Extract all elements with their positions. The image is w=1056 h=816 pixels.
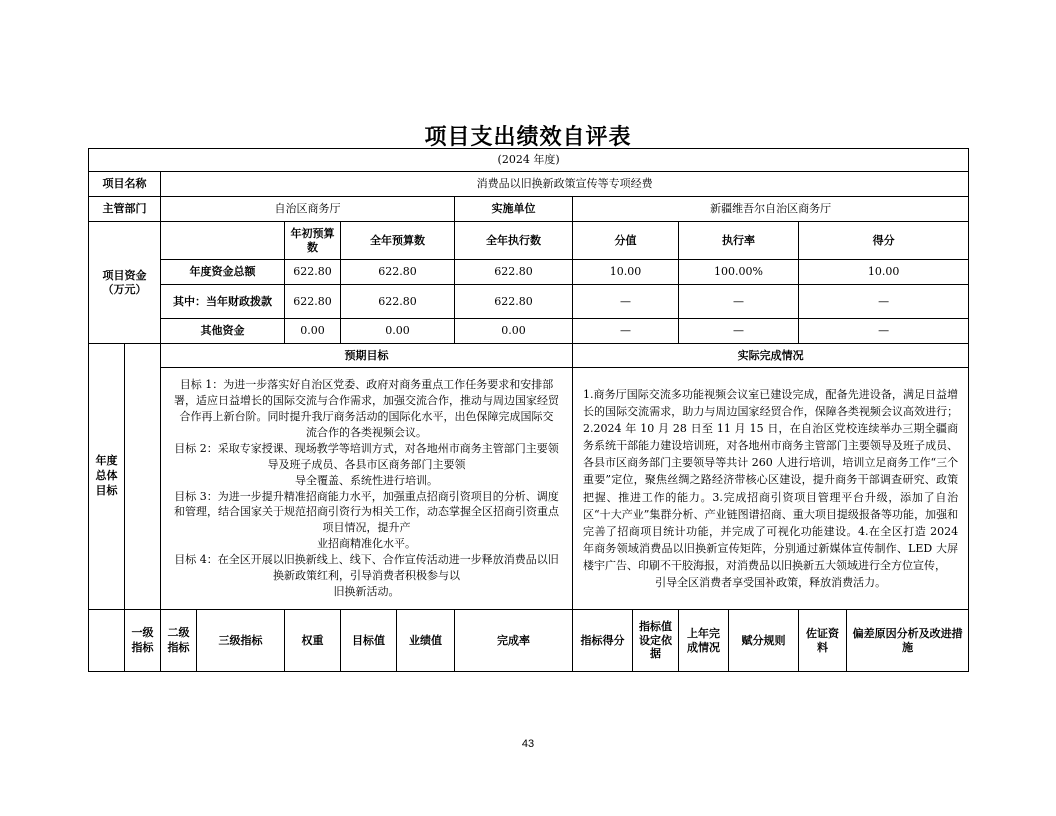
funds-cell: 0.00: [455, 319, 573, 344]
funds-cell: 622.80: [285, 260, 341, 285]
dept-label: 主管部门: [89, 197, 161, 222]
funds-cell: 10.00: [799, 260, 969, 285]
funds-header-score: 得分: [799, 222, 969, 260]
project-name-value: 消费品以旧换新政策宣传等专项经费: [161, 172, 969, 197]
impl-unit-value: 新疆维吾尔自治区商务厅: [573, 197, 969, 222]
goal-paragraph: 目标 3：为进一步提升精准招商能力水平，加强重点招商引资项目的分析、调度和管理，结合国家关于规范招商引资行为相关工作，动态掌握全区招商引资重点项目情况，提升产 业招商精准化水平。: [174, 489, 559, 551]
goal-paragraph: 目标 1：为进一步落实好自治区党委、政府对商务重点工作任务要求和安排部署，适应日益增长的国际交流与合作需求，加强交流合作，推动与周边国家经贸合作再上新台阶。同时提升我厅商务活动的国际化水平，出色保障完成国际交 流合作的各类视频会议。: [174, 377, 559, 439]
year-cell: (2024 年度): [89, 149, 969, 172]
indicator-header-level1: 一级指标: [125, 610, 161, 672]
indicator-blank: [89, 610, 125, 672]
page-number: 43: [521, 738, 535, 750]
funds-cell: —: [799, 285, 969, 319]
funds-cell: —: [679, 319, 799, 344]
page-title: 项目支出绩效自评表: [424, 124, 632, 150]
indicator-header-level2: 二级指标: [161, 610, 197, 672]
funds-cell: 0.00: [285, 319, 341, 344]
project-name-label: 项目名称: [89, 172, 161, 197]
funds-header-initial: 年初预算数: [285, 222, 341, 260]
goal-spacer: [125, 344, 161, 610]
indicator-header-performance: 业绩值: [397, 610, 455, 672]
impl-unit-label: 实施单位: [455, 197, 573, 222]
funds-cell: —: [573, 319, 679, 344]
funds-cell: 622.80: [341, 285, 455, 319]
funds-cell: 100.00%: [679, 260, 799, 285]
funds-header-exec-rate: 执行率: [679, 222, 799, 260]
goal-paragraph: 目标 2：采取专家授课、现场教学等培训方式，对各地州市商务主管部门主要领导及班子成员、各县市区商务部门主要领 导全覆盖、系统性进行培训。: [174, 441, 559, 487]
indicator-header-scoring-rule: 赋分规则: [729, 610, 799, 672]
performance-table: [88, 148, 969, 672]
funds-header-score-weight: 分值: [573, 222, 679, 260]
funds-row-name: 年度资金总额: [161, 260, 285, 285]
funds-header-blank: [161, 222, 285, 260]
funds-row-name: 其他资金: [161, 319, 285, 344]
funds-cell: 622.80: [341, 260, 455, 285]
indicator-header-evidence: 佐证资料: [799, 610, 847, 672]
indicator-header-weight: 权重: [285, 610, 341, 672]
indicator-header-score: 指标得分: [573, 610, 633, 672]
funds-row-name: 其中：当年财政拨款: [161, 285, 285, 319]
indicator-header-basis: 指标值设定依据: [633, 610, 679, 672]
funds-cell: 622.80: [455, 285, 573, 319]
funds-header-annual: 全年预算数: [341, 222, 455, 260]
dept-value: 自治区商务厅: [161, 197, 455, 222]
funds-cell: 622.80: [455, 260, 573, 285]
actual-completion-text: 1.商务厅国际交流多功能视频会议室已建设完成，配备先进设备，满足日益增长的国际交流需求，助力与周边国家经贸合作，保障各类视频会议高效进行；2.2024 年 10 月 28 日至 11 月 15 日，在自治区党校连续举办三期全疆商务系统干部能力建设培训班，对各地州市商务主管部门主要领导及班子成员、各县市区商务部门主要领导等共计 260 人进行培训，培训立足商务工作“三个重要”定位，聚焦丝绸之路经济带核心区建设，提升商务干部调查研究、政策把握、推进工作的能力。3.完成招商引资项目管理平台升级，添加了自治区“十大产业”集群分析、产业链图谱招商、重大项目提级报备等功能，加强和完善了招商项目统计功能，并完成了可视化功能建设。4.在全区打造 2024 年商务领域消费品以旧换新宣传矩阵，分别通过新媒体宣传制作、LED 大屏楼宇广告、印刷不干胶海报，对消费品以旧换新五大领域进行全方位宣传， 引导全区消费者享受国补政策，释放消费活力。: [573, 368, 969, 610]
expected-goals-text: [161, 368, 573, 610]
actual-completion-header: 实际完成情况: [573, 344, 969, 368]
indicator-header-last-year: 上年完成情况: [679, 610, 729, 672]
expected-goal-header: 预期目标: [161, 344, 573, 368]
funds-cell: 0.00: [341, 319, 455, 344]
annual-goal-label: 年度总体目标: [89, 344, 125, 610]
goal-paragraph: 目标 4：在全区开展以旧换新线上、线下、合作宣传活动进一步释放消费品以旧换新政策红利，引导消费者积极参与以 旧换新活动。: [174, 553, 559, 599]
indicator-header-target: 目标值: [341, 610, 397, 672]
funds-cell: 622.80: [285, 285, 341, 319]
indicator-header-deviation: 偏差原因分析及改进措施: [847, 610, 969, 672]
indicator-header-level3: 三级指标: [197, 610, 285, 672]
indicator-header-completion-rate: 完成率: [455, 610, 573, 672]
funds-cell: —: [679, 285, 799, 319]
funds-label: 项目资金（万元）: [89, 222, 161, 344]
funds-cell: —: [573, 285, 679, 319]
funds-cell: —: [799, 319, 969, 344]
funds-header-executed: 全年执行数: [455, 222, 573, 260]
funds-cell: 10.00: [573, 260, 679, 285]
